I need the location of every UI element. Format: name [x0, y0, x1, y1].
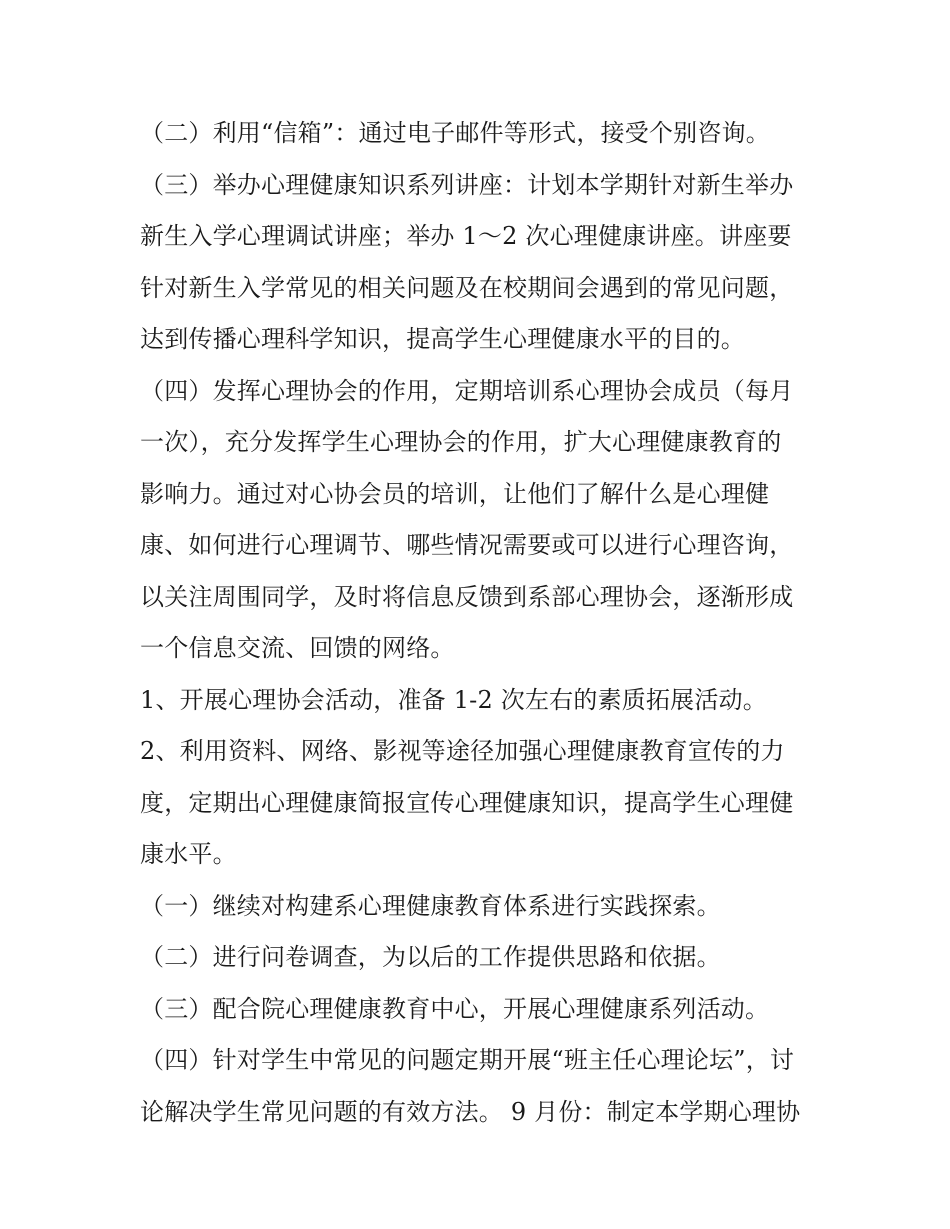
text-line: （四）针对学生中常见的问题定期开展“班主任心理论坛”，讨 [140, 1046, 795, 1074]
text-line: 新生入学心理调试讲座；举办 1～2 次心理健康讲座。讲座要 [140, 222, 792, 250]
text-line: （一）继续对构建系心理健康教育体系进行实践探索。 [140, 891, 721, 920]
text-line: 达到传播心理科学知识，提高学生心理健康水平的目的。 [140, 325, 745, 353]
text-line: （二）利用“信箱”：通过电子邮件等形式，接受个别咨询。 [140, 119, 770, 147]
text-line: 1、开展心理协会活动，准备 1-2 次左右的素质拓展活动。 [140, 685, 767, 714]
document-body [140, 108, 820, 1138]
text-line: 2、利用资料、网络、影视等途径加强心理健康教育宣传的力 [140, 737, 785, 765]
text-line: 康、如何进行心理调节、哪些情况需要或可以进行心理咨询， [140, 531, 794, 559]
text-line: 论解决学生常见问题的有效方法。 9 月份：制定本学期心理协 [140, 1097, 801, 1126]
text-line: 针对新生入学常见的相关问题及在校期间会遇到的常见问题， [140, 273, 794, 302]
text-line: 一次），充分发挥学生心理协会的作用，扩大心理健康教育的 [140, 428, 782, 456]
text-line: 一个信息交流、回馈的网络。 [140, 634, 455, 662]
text-line: （四）发挥心理协会的作用，定期培训系心理协会成员（每月 [140, 376, 794, 405]
text-line: （三）举办心理健康知识系列讲座：计划本学期针对新生举办 [140, 170, 794, 199]
text-line: （三）配合院心理健康教育中心，开展心理健康系列活动。 [140, 994, 770, 1023]
text-line: 以关注周围同学，及时将信息反馈到系部心理协会，逐渐形成 [140, 582, 794, 611]
text-line: 度，定期出心理健康简报宣传心理健康知识，提高学生心理健 [140, 788, 794, 817]
text-line: （二）进行问卷调查，为以后的工作提供思路和依据。 [140, 943, 721, 971]
text-line: 影响力。通过对心协会员的培训，让他们了解什么是心理健 [140, 479, 770, 508]
text-line: 康水平。 [140, 840, 237, 868]
